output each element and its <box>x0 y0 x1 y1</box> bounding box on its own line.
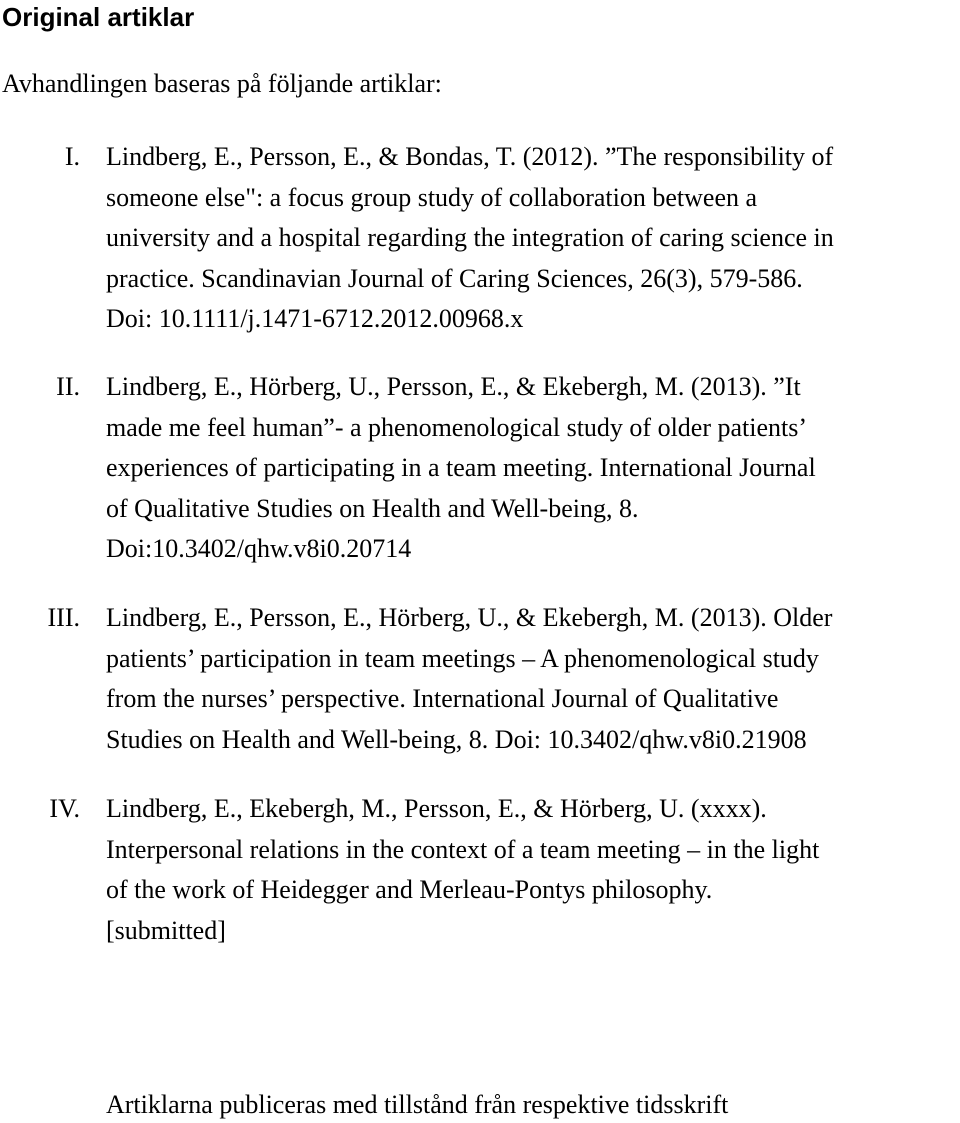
reference-line: Doi:10.3402/qhw.v8i0.20714 <box>106 534 412 563</box>
reference-numeral: II. <box>56 372 80 401</box>
reference-line: someone else": a focus group study of collaboration between a <box>106 182 758 212</box>
reference-text <box>106 789 960 951</box>
reference-line: of Qualitative Studies on Health and Well-being, 8. <box>106 493 639 523</box>
reference-line: [submitted] <box>106 915 226 945</box>
reference-line: university and a hospital regarding the integration of caring science in <box>106 223 834 252</box>
reference-line: made me feel human”- a phenomenological study of older patients’ <box>106 412 808 442</box>
reference-text <box>106 598 960 760</box>
reference-line: Lindberg, E., Persson, E., Hörberg, U., & Ekebergh, M. (2013). Older <box>106 603 833 632</box>
reference-line: experiences of participating in a team meeting. International Journal <box>106 453 816 482</box>
reference-line: practice. Scandinavian Journal of Caring Sciences, 26(3), 579-586. <box>106 263 803 293</box>
reference-line: Doi: 10.1111/j.1471-6712.2012.00968.x <box>106 304 524 333</box>
footer-note: Artiklarna publiceras med tillstånd från respektive tidsskrift <box>106 1090 729 1119</box>
reference-line: patients’ participation in team meetings – A phenomenological study <box>106 643 819 673</box>
reference-line: Lindberg, E., Ekebergh, M., Persson, E., & Hörberg, U. (xxxx). <box>106 794 767 823</box>
reference-text <box>106 367 960 570</box>
reference-line: Lindberg, E., Hörberg, U., Persson, E., & Ekebergh, M. (2013). ”It <box>106 372 801 401</box>
reference-line: of the work of Heidegger and Merleau-Pontys philosophy. <box>106 875 713 904</box>
reference-numeral: I. <box>64 142 80 171</box>
reference-numeral: IV. <box>49 794 80 823</box>
reference-line: Studies on Health and Well-being, 8. Doi: 10.3402/qhw.v8i0.21908 <box>106 724 807 754</box>
intro-text: Avhandlingen baseras på följande artiklar: <box>2 69 442 98</box>
page-title: Original artiklar <box>2 2 195 32</box>
reference-line: Lindberg, E., Persson, E., & Bondas, T. (2012). ”The responsibility of <box>106 142 834 171</box>
reference-text <box>106 137 960 340</box>
reference-line: from the nurses’ perspective. International Journal of Qualitative <box>106 684 779 713</box>
reference-line: Interpersonal relations in the context of a team meeting – in the light <box>106 834 820 864</box>
reference-numeral: III. <box>47 603 80 632</box>
